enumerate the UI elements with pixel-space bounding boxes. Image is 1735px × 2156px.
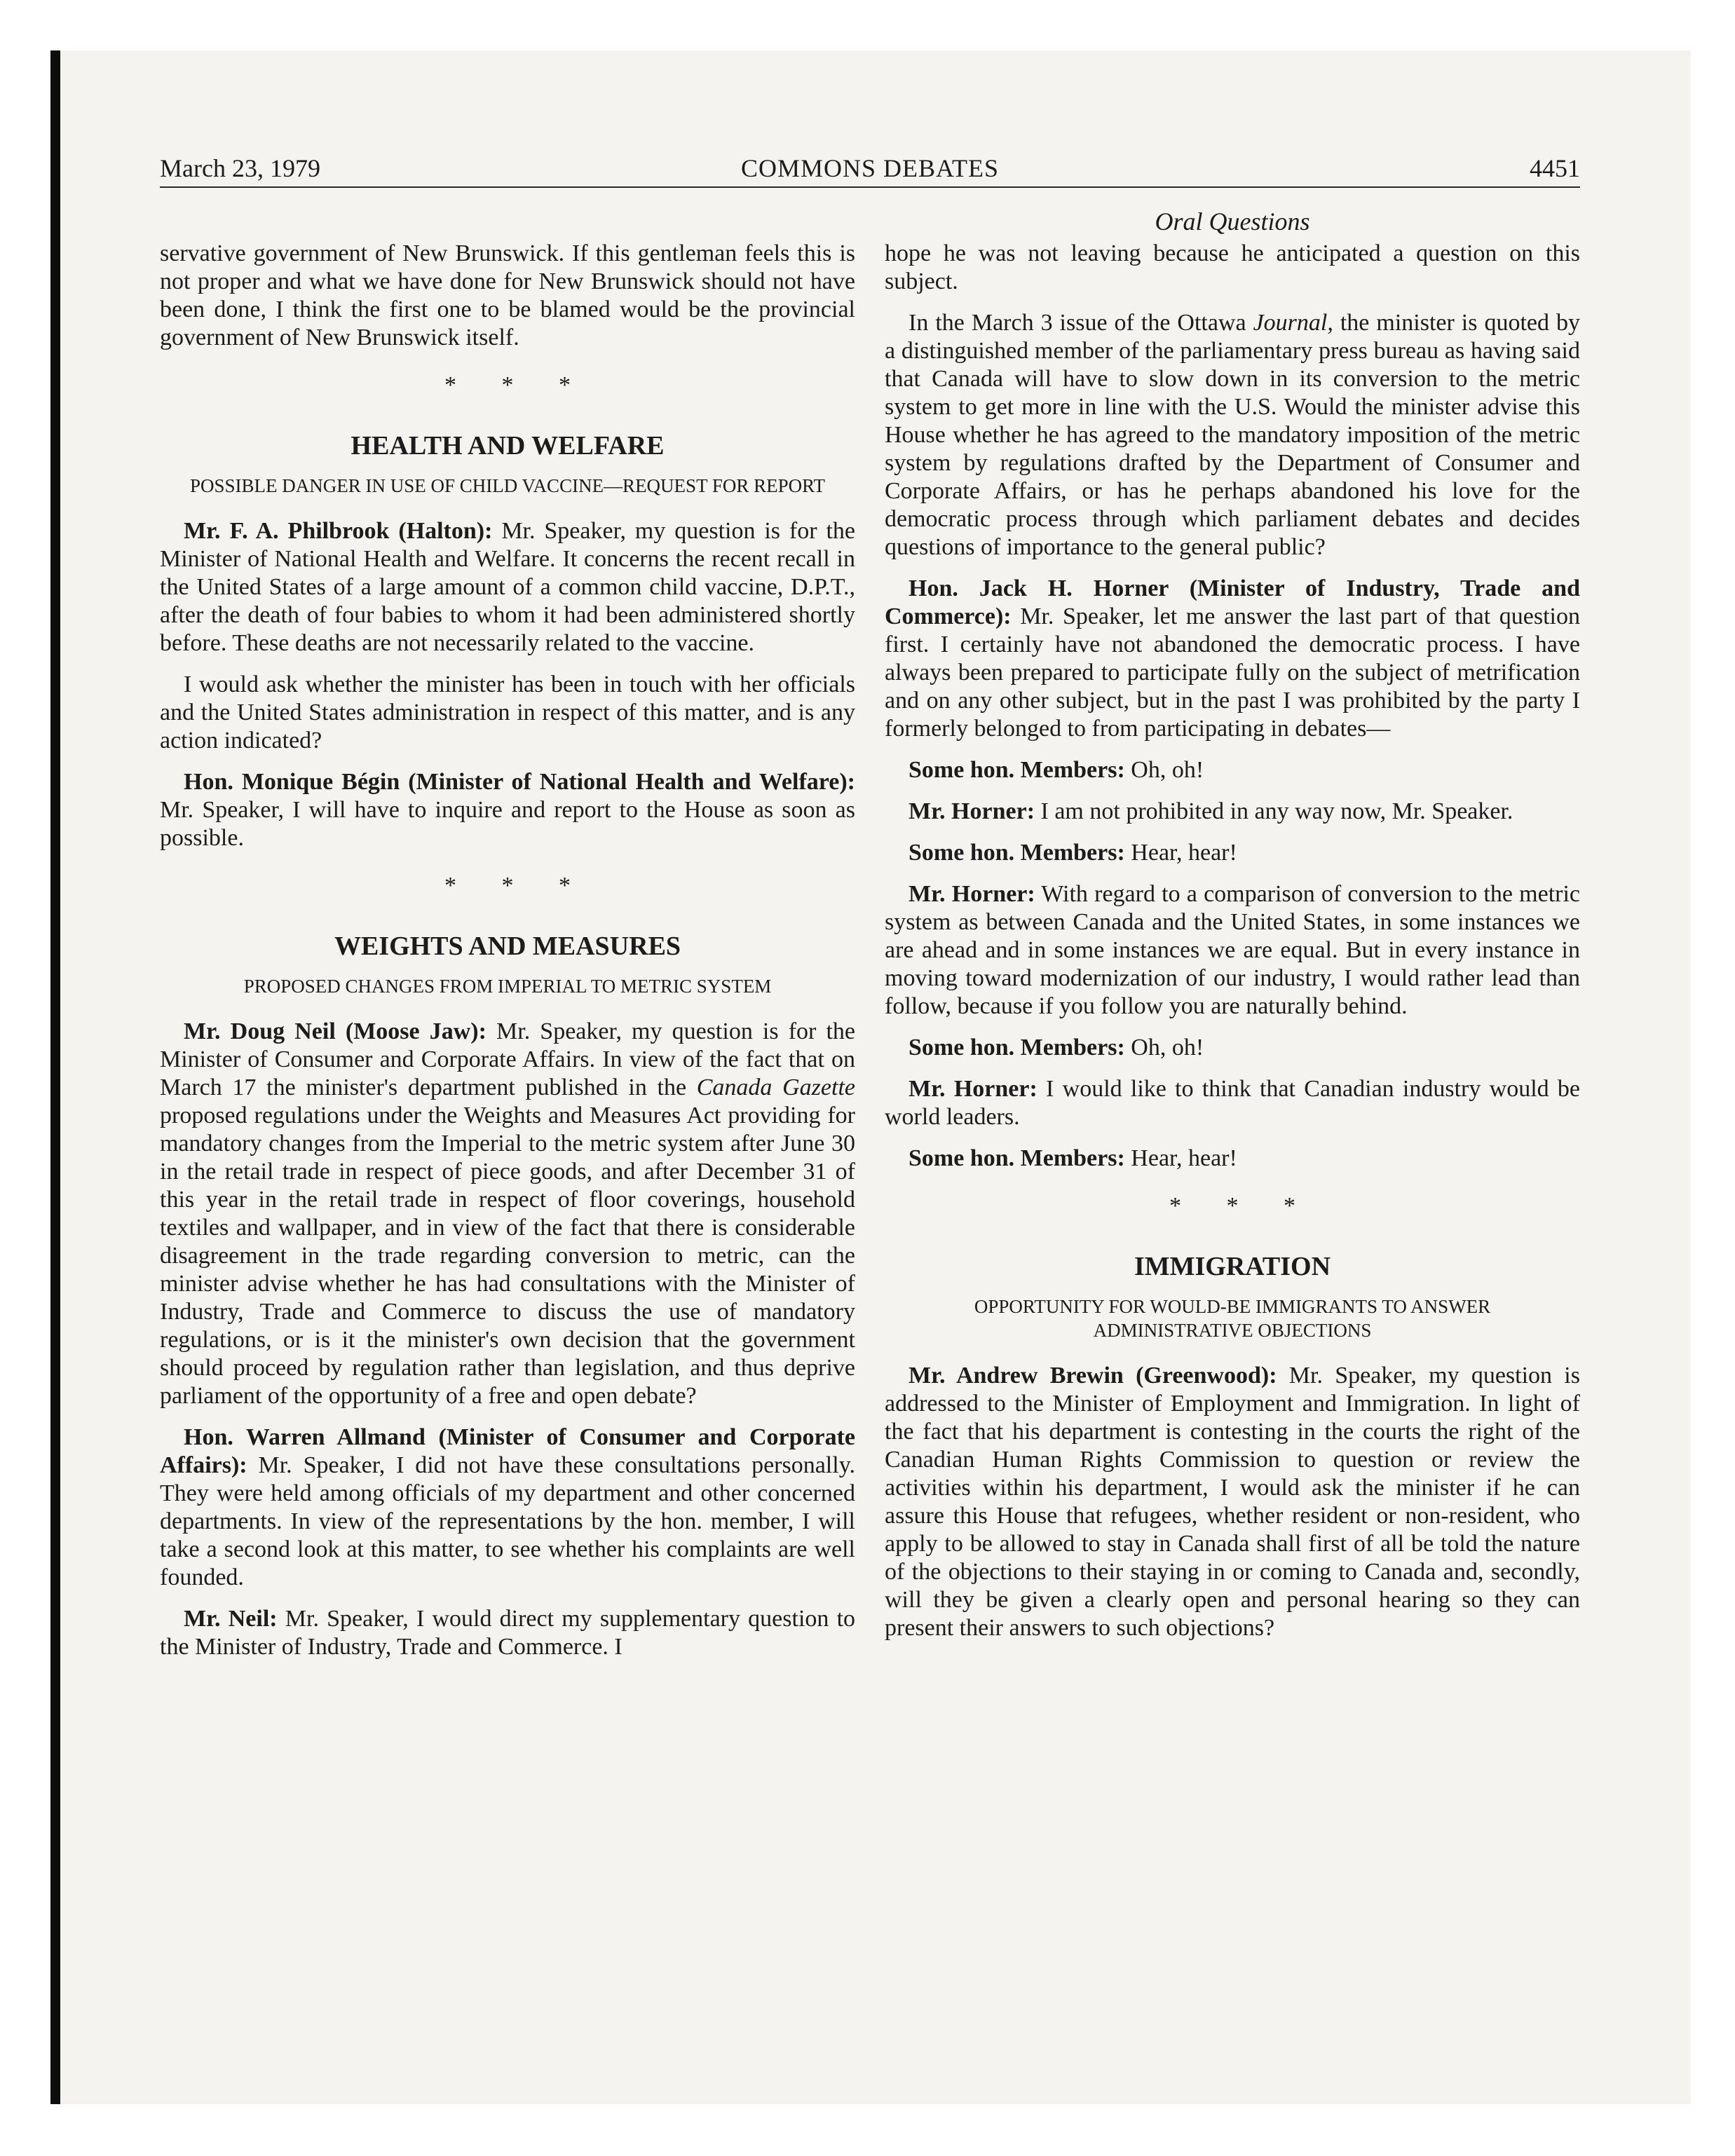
paragraph bbox=[160, 517, 855, 657]
header-date: March 23, 1979 bbox=[160, 154, 320, 182]
speaker-name: Some hon. Members: bbox=[909, 1145, 1125, 1171]
paragraph bbox=[885, 309, 1580, 561]
header-rule bbox=[160, 186, 1580, 188]
section-subheading: POSSIBLE DANGER IN USE OF CHILD VACCINE—REQUEST FOR REPORT bbox=[190, 475, 825, 496]
paragraph bbox=[885, 756, 1580, 784]
paragraph bbox=[160, 768, 855, 852]
speaker-name: Hon. Warren Allmand (Minister of Consumer and Corporate Affairs): bbox=[160, 1424, 855, 1478]
speaker-name: Hon. Monique Bégin (Minister of National Health and Welfare): bbox=[184, 769, 855, 795]
paragraph: hope he was not leaving because he anticipated a question on this subject. bbox=[885, 240, 1580, 294]
section-subheading: OPPORTUNITY FOR WOULD-BE IMMIGRANTS TO ANSWER ADMINISTRATIVE OBJECTIONS bbox=[974, 1296, 1491, 1341]
speech-text: I would like to think that Canadian industry would be world leaders. bbox=[885, 1076, 1580, 1130]
speech-text: Mr. Speaker, I would direct my supplementary question to the Minister of Industry, Trade and Commerce. I bbox=[160, 1606, 856, 1660]
speaker-name: Mr. Horner: bbox=[909, 1076, 1037, 1102]
paragraph bbox=[160, 1605, 855, 1661]
paragraph bbox=[885, 839, 1580, 867]
speech-text: the minister is quoted by a distinguished member of the parliamentary press bureau as having said that Canada will have to slow down in its conversion to the metric system to get more in line with the U.S. Would the minister advise this House whether he has agreed to the mandatory imposition of the metric system by regulations drafted by the Department of Consumer and Corporate Affairs, or has he perhaps abandoned his love for the democratic process through which parliament debates and decides questions of importance to the general public? bbox=[885, 310, 1580, 560]
speech-text: Hear, hear! bbox=[1124, 840, 1237, 866]
speaker-name: Mr. Andrew Brewin (Greenwood): bbox=[909, 1363, 1277, 1389]
speech-text: Mr. Speaker, my question is for the Minister of National Health and Welfare. It concerns the recent recall in the United States of a large amount of a common child vaccine, D.P.T., after the death of four babies to whom it had been administered shortly before. These deaths are not necessarily related to the vaccine. bbox=[160, 518, 856, 656]
running-head: Oral Questions bbox=[1155, 207, 1310, 236]
paragraph bbox=[160, 1424, 855, 1592]
speaker-name: Some hon. Members: bbox=[909, 840, 1125, 866]
paragraph bbox=[885, 1034, 1580, 1062]
section-separator: * * * bbox=[444, 372, 590, 398]
page-number: 4451 bbox=[1530, 154, 1580, 182]
paragraph bbox=[160, 1018, 855, 1410]
speech-text: Mr. Speaker, I will have to inquire and report to the House as soon as possible. bbox=[160, 797, 855, 851]
paragraph bbox=[885, 575, 1580, 743]
page-header bbox=[160, 153, 1580, 188]
section-separator: * * * bbox=[444, 873, 590, 899]
paragraph bbox=[885, 1145, 1580, 1173]
header-title: COMMONS DEBATES bbox=[740, 154, 1000, 182]
speech-text: Oh, oh! bbox=[1124, 757, 1204, 783]
speaker-name: Mr. F. A. Philbrook (Halton): bbox=[184, 518, 493, 544]
publication-title: Canada Gazette bbox=[696, 1074, 855, 1100]
paragraph: I would ask whether the minister has been in touch with her officials and the United States administration in respect of this matter, and is any action indicated? bbox=[160, 671, 855, 753]
right-column bbox=[885, 240, 1580, 1656]
speaker-name: Hon. Jack H. Horner (Minister of Industry, Trade and Commerce): bbox=[885, 575, 1580, 629]
paragraph: servative government of New Brunswick. If this gentleman feels this is not proper and what we have done for New Brunswick should not have been done, I think the first one to be blamed would be the provincial government of New Brunswick itself. bbox=[160, 240, 855, 350]
paragraph bbox=[885, 798, 1580, 826]
paragraph bbox=[885, 1075, 1580, 1131]
section-separator: * * * bbox=[1169, 1193, 1315, 1219]
speech-text: I am not prohibited in any way now, Mr. Speaker. bbox=[1035, 798, 1513, 824]
speaker-name: Some hon. Members: bbox=[909, 757, 1125, 783]
section-heading: WEIGHTS AND MEASURES bbox=[334, 932, 681, 961]
paragraph bbox=[885, 880, 1580, 1021]
speaker-name: Mr. Neil: bbox=[184, 1606, 278, 1632]
section-heading: HEALTH AND WELFARE bbox=[351, 431, 665, 460]
publication-title: Journal, bbox=[1253, 310, 1333, 336]
speech-text: proposed regulations under the Weights and Measures Act providing for mandatory changes from the Imperial to the metric system after June 30 in the retail trade in respect of piece goods, and after December 31 of this year in the retail trade in respect of floor coverings, household textiles and wallpaper, and in view of the fact that there is considerable disagreement in the trade regarding conversion to metric, can the minister advise whether he has had consultations with the Minister of Industry, Trade and Commerce to discuss the use of mandatory regulations, or is it the minister's own decision that the government should proceed by regulation rather than legislation, and thus deprive parliament of the opportunity of a free and open debate? bbox=[160, 1103, 855, 1409]
speech-text: Mr. Speaker, my question is addressed to the Minister of Employment and Immigration. In light of the fact that his department is contesting in the courts the right of the Canadian Human Rights Commission to question or review the activities within his department, I would ask the minister if he can assure this House that refugees, whether resident or non-resident, who apply to be allowed to stay in Canada shall first of all be told the nature of the objections to their staying in or coming to Canada and, secondly, will they be given a clearly open and personal hearing so they can present their answers to such objections? bbox=[885, 1363, 1580, 1641]
section-subheading: PROPOSED CHANGES FROM IMPERIAL TO METRIC SYSTEM bbox=[243, 976, 772, 997]
speaker-name: Mr. Horner: bbox=[909, 881, 1035, 907]
speech-text: With regard to a comparison of conversion to the metric system as between Canada and the United States, in some instances we are ahead and in some instances we are equal. But in every instance in moving toward modernization of our industry, I would rather lead than follow, because if you follow you are naturally behind. bbox=[885, 881, 1580, 1019]
speech-text: In the March 3 issue of the Ottawa bbox=[909, 310, 1253, 336]
left-column bbox=[160, 240, 855, 1674]
speech-text: Oh, oh! bbox=[1124, 1035, 1204, 1060]
speaker-name: Some hon. Members: bbox=[909, 1035, 1125, 1060]
speech-text: Mr. Speaker, my question is for the Minister of Consumer and Corporate Affairs. In view of the fact that on March 17 the minister's department published in the bbox=[160, 1018, 855, 1100]
section-heading: IMMIGRATION bbox=[1134, 1252, 1331, 1281]
speaker-name: Mr. Horner: bbox=[909, 798, 1035, 824]
speech-text: Mr. Speaker, let me answer the last part of that question first. I certainly have not abandoned the democratic process. I have always been prepared to participate fully on the subject of metrification and on any other subject, but in the past I was prohibited by the party I formerly belonged to from participating in debates— bbox=[885, 603, 1580, 742]
speaker-name: Mr. Doug Neil (Moose Jaw): bbox=[184, 1018, 487, 1044]
speech-text: Mr. Speaker, I did not have these consultations personally. They were held among officials of my department and other concerned departments. In view of the representations by the hon. member, I will take a second look at this matter, to see whether his complaints are well founded. bbox=[160, 1452, 855, 1590]
speech-text: Hear, hear! bbox=[1124, 1145, 1237, 1171]
paragraph bbox=[885, 1362, 1580, 1642]
scan-edge bbox=[50, 50, 60, 2104]
